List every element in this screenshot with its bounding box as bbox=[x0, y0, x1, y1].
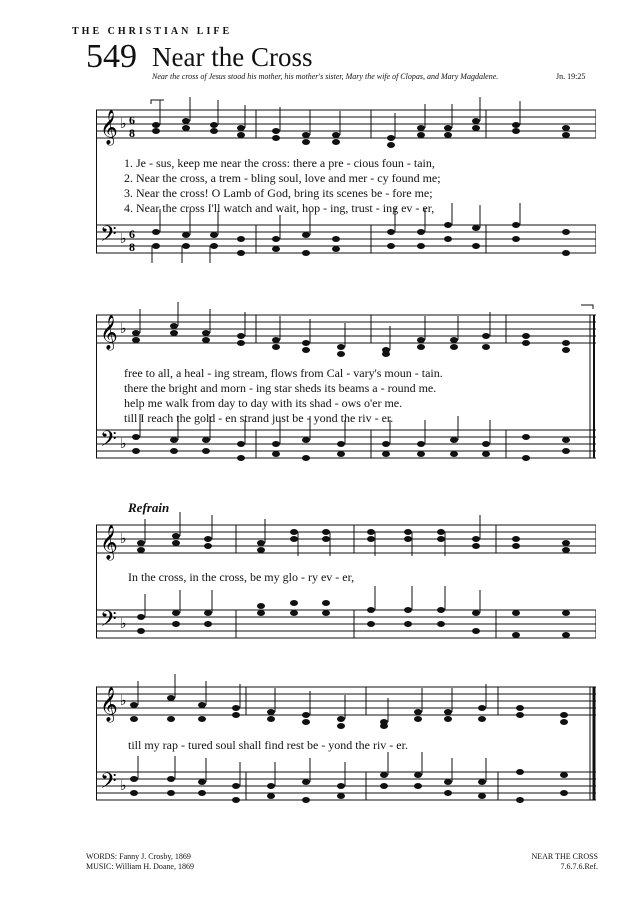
tune-info bbox=[531, 852, 598, 872]
svg-text:𝄞: 𝄞 bbox=[100, 110, 118, 145]
svg-text:8: 8 bbox=[129, 126, 135, 140]
svg-text:♭: ♭ bbox=[120, 437, 127, 452]
scripture-reference: Jn. 19:25 bbox=[556, 72, 586, 81]
svg-text:𝄞: 𝄞 bbox=[100, 315, 118, 350]
credits bbox=[86, 852, 194, 872]
scripture-epigraph bbox=[152, 72, 498, 81]
hymn-title: Near the Cross bbox=[152, 42, 313, 72]
words-credit: WORDS: Fanny J. Crosby, 1869 bbox=[86, 852, 191, 861]
section-heading: THE CHRISTIAN LIFE bbox=[72, 26, 233, 37]
svg-text:𝄞: 𝄞 bbox=[100, 687, 118, 722]
svg-text:♭: ♭ bbox=[120, 232, 127, 247]
meter: 7.6.7.6.Ref. bbox=[560, 862, 598, 871]
lyric-line: help me walk from day to day with its shad - ows o'er me. bbox=[124, 396, 403, 410]
lyric-line: 2. Near the cross, a trem - bling soul, love and mer - cy found me; bbox=[124, 171, 441, 185]
svg-text:♭: ♭ bbox=[120, 322, 127, 337]
lyric-line: 3. Near the cross! O Lamb of God, bring its scenes be - fore me; bbox=[124, 186, 433, 200]
svg-text:𝄢: 𝄢 bbox=[100, 427, 117, 457]
hymn-number: 549 bbox=[86, 38, 137, 75]
svg-text:♭: ♭ bbox=[120, 117, 127, 132]
lyric-line: there the bright and morn - ing star sheds its beams a - round me. bbox=[124, 381, 437, 395]
lyric-line: till my rap - tured soul shall find rest be - yond the riv - er. bbox=[128, 738, 408, 752]
svg-text:𝄢: 𝄢 bbox=[100, 222, 117, 252]
svg-text:8: 8 bbox=[129, 240, 135, 254]
svg-text:6: 6 bbox=[129, 113, 135, 127]
lyric-line: 4. Near the cross I'll watch and wait, hop - ing, trust - ing ev - er, bbox=[124, 201, 435, 215]
music-credit: MUSIC: William H. Doane, 1869 bbox=[86, 862, 194, 871]
svg-text:♭: ♭ bbox=[120, 617, 127, 632]
lyric-line: free to all, a heal - ing stream, flows from Cal - vary's moun - tain. bbox=[124, 366, 443, 380]
svg-text:♭: ♭ bbox=[120, 532, 127, 547]
lyric-line: till I reach the gold - en strand just be - yond the riv - er. bbox=[124, 411, 394, 425]
svg-text:♭: ♭ bbox=[120, 694, 127, 709]
tune-name: NEAR THE CROSS bbox=[531, 852, 598, 861]
lyric-line: In the cross, in the cross, be my glo - ry ev - er, bbox=[128, 570, 355, 584]
svg-text:𝄢: 𝄢 bbox=[100, 607, 117, 637]
svg-text:6: 6 bbox=[129, 227, 135, 241]
epigraph-text: Near the cross of Jesus stood his mother, his mother's sister, Mary the wife of Clopas, and Mary Magdalene. bbox=[152, 72, 499, 81]
svg-text:♭: ♭ bbox=[120, 779, 127, 794]
lyric-line: 1. Je - sus, keep me near the cross: there a pre - cious foun - tain, bbox=[124, 156, 435, 170]
refrain-label: Refrain bbox=[128, 500, 170, 515]
svg-text:𝄢: 𝄢 bbox=[100, 769, 117, 799]
svg-text:𝄞: 𝄞 bbox=[100, 525, 118, 560]
